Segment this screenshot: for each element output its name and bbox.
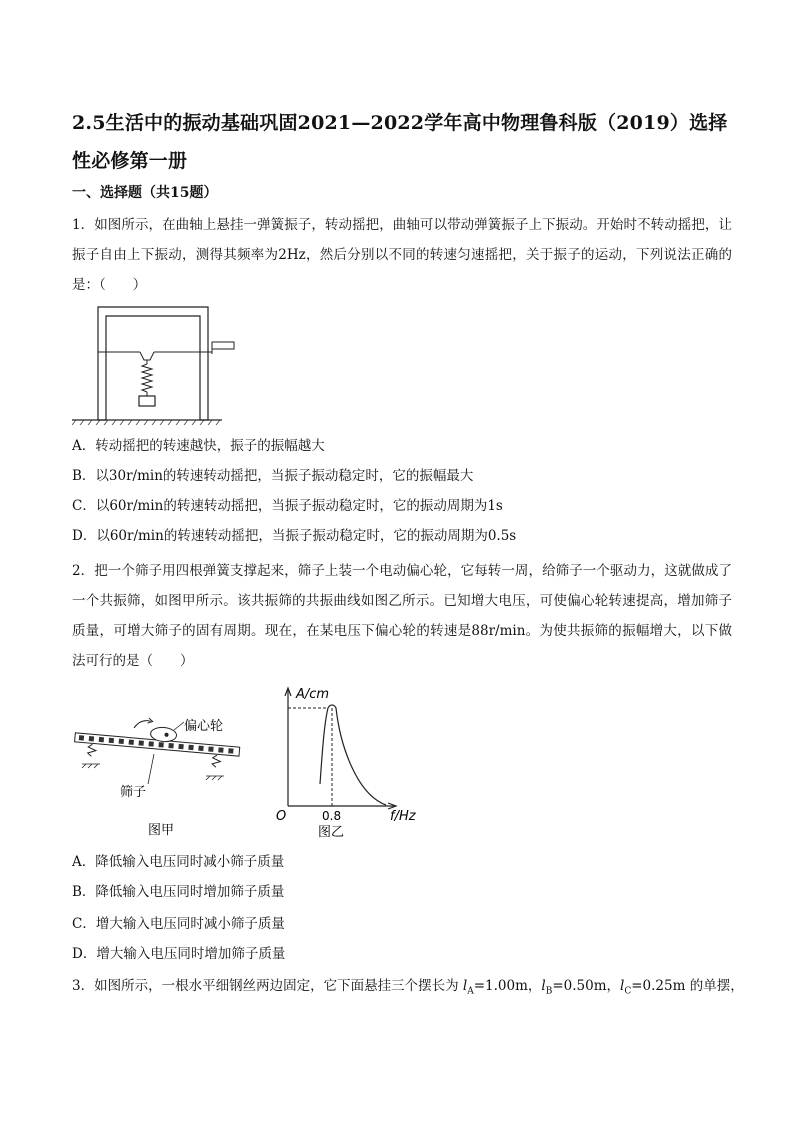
question-3-stem-prefix: 3．如图所示，一根水平细钢丝两边固定，它下面悬挂三个摆长为 — [72, 978, 463, 994]
eccentric-wheel-label: 偏心轮 — [184, 719, 224, 734]
question-1-stem: 1．如图所示，在曲轴上悬挂一弹簧振子，转动摇把，曲轴可以带动弹簧振子上下振动。开始时不转动摇把，让振子自由上下振动，测得其频率为2Hz，然后分别以不同的转速匀速摇把，关于振子的运动，下列说法正确的是：（ ） — [72, 217, 732, 293]
question-2-option-b: B．降低输入电压同时增加筛子质量 — [72, 884, 285, 900]
crankshaft-spring-figure — [72, 302, 242, 431]
y-axis-label: A/cm — [296, 687, 330, 702]
length-b-subscript: B — [545, 986, 553, 997]
length-b-symbol: l — [541, 978, 546, 994]
question-1-option-d: D．以60r/min的转速转动摇把，当振子振动稳定时，它的振动周期为0.5s — [72, 528, 517, 544]
figure-b-caption: 图乙 — [318, 825, 345, 840]
sieve-label: 筛子 — [120, 785, 147, 800]
length-c-subscript: C — [624, 986, 632, 997]
question-2-option-c: C．增大输入电压同时减小筛子质量 — [72, 916, 285, 932]
length-c-value: =0.25m 的单摆， — [631, 978, 744, 994]
sieve-figure-a — [72, 712, 247, 844]
document-title: 2.5生活中的振动基础巩固2021—2022学年高中物理鲁科版（2019）选择性必修第一册 — [72, 112, 728, 172]
question-2-stem: 2．把一个筛子用四根弹簧支撑起来，筛子上装一个电动偏心轮，它每转一周，给筛子一个驱动力，这就做成了一个共振筛，如图甲所示。该共振筛的共振曲线如图乙所示。已知增大电压，可使偏心轮转速提高，增加筛子质量，可增大筛子的固有周期。现在，在某电压下偏心轮的转速是88r/min。为使共振筛的振幅增大，以下做法可行的是（ ） — [72, 563, 732, 669]
tick-label-0-8: 0.8 — [322, 809, 342, 823]
question-2-option-a: A．降低输入电压同时减小筛子质量 — [72, 854, 285, 870]
resonance-curve-figure-b — [270, 684, 430, 844]
question-2-option-d: D．增大输入电压同时增加筛子质量 — [72, 946, 286, 962]
origin-label: O — [276, 809, 287, 824]
question-1-option-c: C．以60r/min的转速转动摇把，当振子振动稳定时，它的振动周期为1s — [72, 498, 503, 514]
length-a-value: =1.00m， — [473, 978, 542, 994]
length-c-symbol: l — [620, 978, 625, 994]
length-b-value: =0.50m， — [552, 978, 621, 994]
length-a-symbol: l — [462, 978, 468, 994]
question-1-option-a: A．转动摇把的转速越快，振子的振幅越大 — [72, 438, 325, 454]
x-axis-label: f/Hz — [390, 809, 416, 824]
length-a-subscript: A — [467, 986, 474, 997]
question-3-stem — [72, 976, 744, 1002]
figure-a-caption: 图甲 — [148, 823, 175, 838]
section-heading: 一、选择题（共15题） — [72, 185, 218, 201]
question-1-option-b: B．以30r/min的转速转动摇把，当振子振动稳定时，它的振幅最大 — [72, 468, 474, 484]
